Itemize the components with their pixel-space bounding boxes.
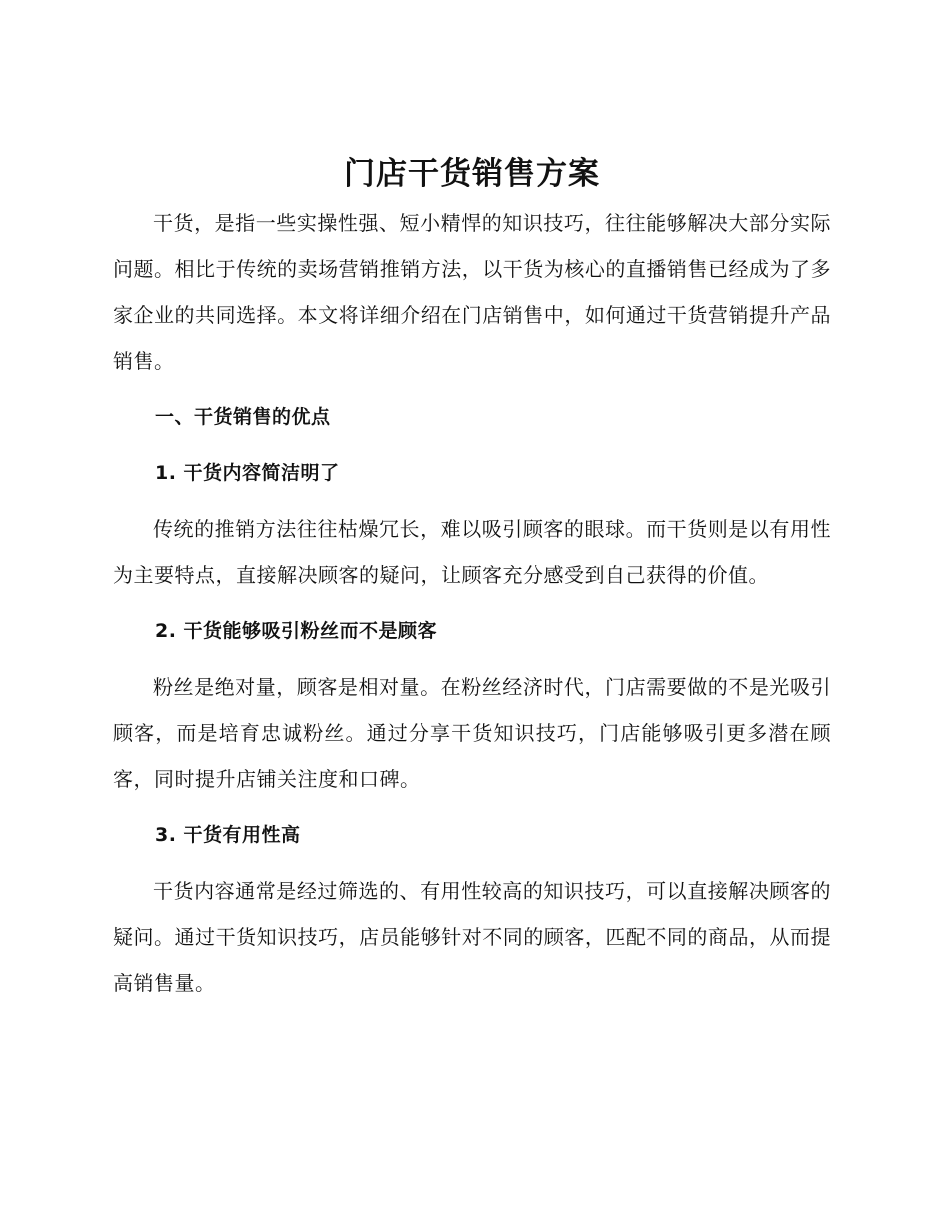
point-heading-2: 2. 干货能够吸引粉丝而不是顾客 xyxy=(155,620,438,642)
point-heading-1: 1. 干货内容简洁明了 xyxy=(155,462,340,484)
spacer xyxy=(113,802,831,812)
point-paragraph-2: 粉丝是绝对量，顾客是相对量。在粉丝经济时代，门店需要做的不是光吸引顾客，而是培育忠诚粉丝。通过分享干货知识技巧，门店能够吸引更多潜在顾客，同时提升店铺关注度和口碑。 xyxy=(113,675,831,791)
point-paragraph-1: 传统的推销方法往往枯燥冗长，难以吸引顾客的眼球。而干货则是以有用性为主要特点，直接解决顾客的疑问，让顾客充分感受到自己获得的价值。 xyxy=(113,517,831,587)
intro-paragraph: 干货，是指一些实操性强、短小精悍的知识技巧，往往能够解决大部分实际问题。相比于传统的卖场营销推销方法，以干货为核心的直播销售已经成为了多家企业的共同选择。本文将详细介绍在门店销售中，如何通过干货营销提升产品销售。 xyxy=(113,211,831,373)
spacer xyxy=(113,384,831,394)
document-title: 门店干货销售方案 xyxy=(344,156,600,192)
spacer xyxy=(113,440,831,450)
spacer xyxy=(113,598,831,608)
spacer xyxy=(113,858,831,868)
point-heading-3: 3. 干货有用性高 xyxy=(155,824,301,846)
document-content xyxy=(113,148,831,1006)
spacer xyxy=(113,496,831,506)
point-paragraph-3: 干货内容通常是经过筛选的、有用性较高的知识技巧，可以直接解决顾客的疑问。通过干货知识技巧，店员能够针对不同的顾客，匹配不同的商品，从而提高销售量。 xyxy=(113,879,831,995)
spacer xyxy=(113,654,831,664)
section-heading-advantages: 一、干货销售的优点 xyxy=(155,406,331,428)
